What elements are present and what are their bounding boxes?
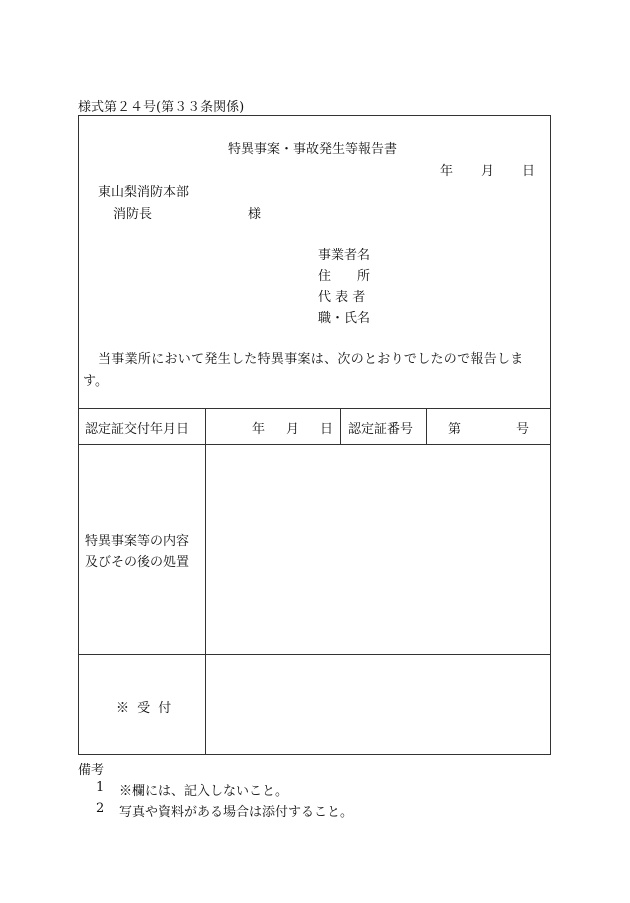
note-2-number: 2 — [96, 801, 105, 816]
representative-label: 代 表 者 — [318, 290, 366, 305]
form-title: 特異事案・事故発生等報告書 — [228, 142, 398, 157]
statement-line-2: す。 — [83, 374, 108, 389]
statement-line-1: 当事業所において発生した特異事案は、次のとおりでしたので報告しま — [98, 352, 524, 367]
date-month: 月 — [481, 164, 495, 179]
company-name-label: 事業者名 — [318, 248, 371, 263]
note-1-number: 1 — [96, 780, 105, 795]
content-label-line-1: 特異事案等の内容 — [85, 534, 190, 549]
row-divider-top — [79, 408, 550, 409]
cert-number-label: 認定証番号 — [348, 422, 414, 437]
address-label: 住 所 — [318, 269, 371, 284]
cert-number-prefix: 第 — [448, 422, 462, 437]
recipient-chief: 消防長 — [113, 207, 153, 222]
content-label-line-2: 及びその後の処置 — [85, 555, 190, 570]
col-divider-cert-number-label — [340, 408, 341, 444]
cert-date-month: 月 — [286, 422, 300, 437]
title-name-label: 職・氏名 — [318, 311, 371, 326]
form-number: 様式第２４号(第３３条関係) — [78, 100, 245, 115]
row-divider-cert — [79, 444, 550, 445]
reception-label: ※ 受 付 — [116, 701, 174, 716]
row-divider-content — [79, 654, 550, 655]
cert-date-day: 日 — [320, 422, 334, 437]
recipient-organization: 東山梨消防本部 — [98, 185, 190, 200]
col-divider-cert-number-value — [426, 408, 427, 444]
date-year: 年 — [440, 164, 454, 179]
recipient-honorific: 様 — [248, 207, 262, 222]
cert-date-label: 認定証交付年月日 — [85, 422, 190, 437]
col-divider-label — [205, 408, 206, 754]
note-2-text: 写真や資料がある場合は添付すること。 — [119, 805, 354, 820]
notes-heading: 備考 — [78, 763, 105, 778]
note-1-text: ※欄には、記入しないこと。 — [119, 784, 289, 799]
date-day: 日 — [522, 164, 536, 179]
cert-date-year: 年 — [252, 422, 266, 437]
cert-number-suffix: 号 — [516, 422, 530, 437]
